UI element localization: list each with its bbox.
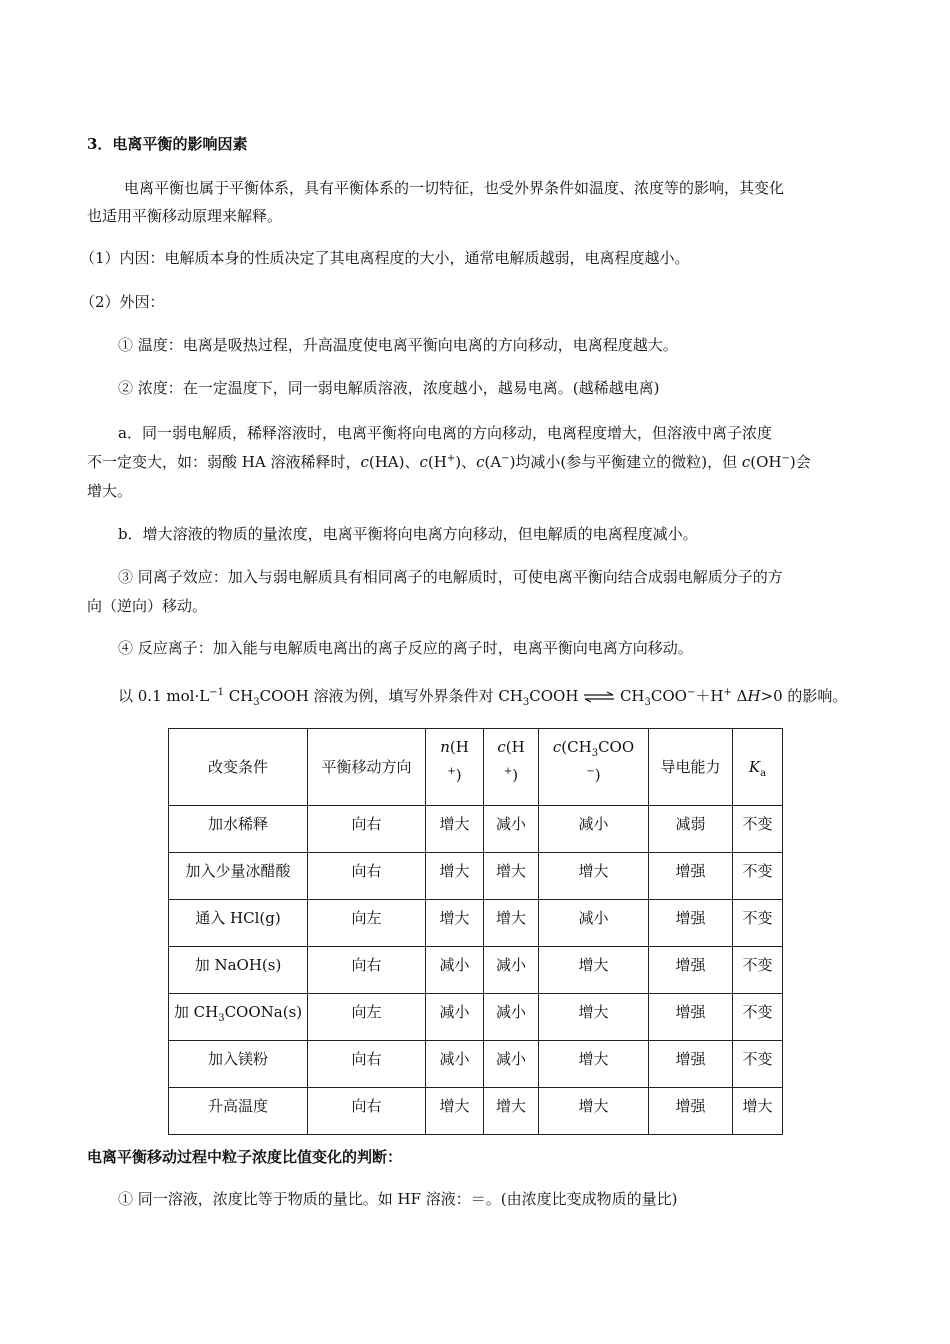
item-a-line3: 增大。 bbox=[87, 482, 133, 500]
cell-direction: 向左 bbox=[308, 900, 426, 947]
concentration-item: ② 浓度：在一定温度下，同一弱电解质溶液，浓度越小，越易电离。(越稀越电离) bbox=[118, 379, 660, 397]
cell-cAcetate: 减小 bbox=[539, 900, 649, 947]
intro-paragraph-line1: 电离平衡也属于平衡体系，具有平衡体系的一切特征，也受外界条件如温度、浓度等的影响，其变化 bbox=[124, 179, 785, 197]
cell-condition: 加入镁粉 bbox=[169, 1041, 308, 1088]
table-row bbox=[169, 1088, 783, 1135]
cell-condition: 加 NaOH(s) bbox=[169, 947, 308, 994]
cell-nH: 减小 bbox=[426, 994, 484, 1041]
cell-Ka: 不变 bbox=[733, 994, 783, 1041]
cell-conductivity: 增强 bbox=[649, 994, 733, 1041]
table-row bbox=[169, 806, 783, 853]
header-Ka: $K_a$ bbox=[733, 729, 783, 806]
cell-direction: 向右 bbox=[308, 806, 426, 853]
header-cH: c(H +) bbox=[484, 729, 539, 806]
external-cause: （2）外因： bbox=[80, 293, 165, 311]
table-header-row bbox=[169, 729, 783, 806]
cell-conductivity: 减弱 bbox=[649, 806, 733, 853]
cell-cAcetate: 减小 bbox=[539, 806, 649, 853]
item-b: b．增大溶液的物质的量浓度，电离平衡将向电离方向移动，但电解质的电离程度减小。 bbox=[118, 525, 698, 543]
cell-cAcetate: 增大 bbox=[539, 853, 649, 900]
table-row bbox=[169, 947, 783, 994]
cell-condition: 加水稀释 bbox=[169, 806, 308, 853]
equilibrium-arrow-icon bbox=[583, 691, 615, 703]
cell-cH: 减小 bbox=[484, 947, 539, 994]
cell-nH: 增大 bbox=[426, 1088, 484, 1135]
cell-nH: 增大 bbox=[426, 806, 484, 853]
cell-conductivity: 增强 bbox=[649, 1088, 733, 1135]
cell-conductivity: 增强 bbox=[649, 900, 733, 947]
cell-cAcetate: 增大 bbox=[539, 947, 649, 994]
common-ion-line2: 向（逆向）移动。 bbox=[87, 597, 208, 615]
cell-Ka: 增大 bbox=[733, 1088, 783, 1135]
table-row bbox=[169, 853, 783, 900]
cell-direction: 向右 bbox=[308, 1041, 426, 1088]
cell-cH: 减小 bbox=[484, 1041, 539, 1088]
cell-cH: 增大 bbox=[484, 900, 539, 947]
cell-condition: 通入 HCl(g) bbox=[169, 900, 308, 947]
cell-Ka: 不变 bbox=[733, 806, 783, 853]
common-ion-line1: ③ 同离子效应：加入与弱电解质具有相同离子的电解质时，可使电离平衡向结合成弱电解质分子的方 bbox=[118, 568, 783, 586]
cell-nH: 增大 bbox=[426, 900, 484, 947]
cell-nH: 减小 bbox=[426, 947, 484, 994]
cell-conductivity: 增强 bbox=[649, 947, 733, 994]
cell-cAcetate: 增大 bbox=[539, 1088, 649, 1135]
intro-paragraph-line2: 也适用平衡移动原理来解释。 bbox=[87, 207, 283, 225]
cell-conductivity: 增强 bbox=[649, 853, 733, 900]
cell-cH: 增大 bbox=[484, 853, 539, 900]
cell-direction: 向右 bbox=[308, 947, 426, 994]
header-cAcetate: $c(CH_3COO$ −) bbox=[539, 729, 649, 806]
cell-Ka: 不变 bbox=[733, 1041, 783, 1088]
reacting-ion-item: ④ 反应离子：加入能与电解质电离出的离子反应的离子时，电离平衡向电离方向移动。 bbox=[118, 639, 693, 657]
cell-condition: 升高温度 bbox=[169, 1088, 308, 1135]
cell-condition: 加 $CH_3COONa(s)$ bbox=[169, 994, 308, 1041]
cell-cH: 减小 bbox=[484, 994, 539, 1041]
cell-cH: 减小 bbox=[484, 806, 539, 853]
cell-cAcetate: 增大 bbox=[539, 1041, 649, 1088]
cell-nH: 增大 bbox=[426, 853, 484, 900]
cell-nH: 减小 bbox=[426, 1041, 484, 1088]
internal-cause: （1）内因：电解质本身的性质决定了其电离程度的大小，通常电解质越弱，电离程度越小。 bbox=[80, 249, 690, 267]
cell-Ka: 不变 bbox=[733, 900, 783, 947]
cell-cAcetate: 增大 bbox=[539, 994, 649, 1041]
item-a-line2: 不一定变大，如：弱酸 HA 溶液稀释时，c(HA)、c(H+)、c(A−)均减小(参与平衡建立的微粒)，但 c(OH−)会 bbox=[87, 453, 811, 471]
table-row bbox=[169, 994, 783, 1041]
equilibrium-effect-table bbox=[168, 728, 783, 1135]
header-direction: 平衡移动方向 bbox=[308, 729, 426, 806]
header-condition: 改变条件 bbox=[169, 729, 308, 806]
cell-direction: 向左 bbox=[308, 994, 426, 1041]
ratio-item-1: ① 同一溶液，浓度比等于物质的量比。如 HF 溶液：＝。(由浓度比变成物质的量比) bbox=[118, 1190, 678, 1208]
cell-Ka: 不变 bbox=[733, 947, 783, 994]
temperature-item: ① 温度：电离是吸热过程，升高温度使电离平衡向电离的方向移动，电离程度越大。 bbox=[118, 336, 678, 354]
ratio-section-title: 电离平衡移动过程中粒子浓度比值变化的判断： bbox=[87, 1148, 403, 1166]
cell-Ka: 不变 bbox=[733, 853, 783, 900]
table-row bbox=[169, 1041, 783, 1088]
header-conductivity: 导电能力 bbox=[649, 729, 733, 806]
cell-condition: 加入少量冰醋酸 bbox=[169, 853, 308, 900]
section-title: 3．电离平衡的影响因素 bbox=[87, 135, 248, 153]
header-nH: n(H +) bbox=[426, 729, 484, 806]
cell-direction: 向右 bbox=[308, 1088, 426, 1135]
table-row bbox=[169, 900, 783, 947]
cell-cH: 增大 bbox=[484, 1088, 539, 1135]
cell-conductivity: 增强 bbox=[649, 1041, 733, 1088]
item-a-line1: a．同一弱电解质，稀释溶液时，电离平衡将向电离的方向移动，电离程度增大，但溶液中离子浓度 bbox=[118, 424, 772, 442]
example-sentence: 以 0.1 $mol\cdot L^{-1}$ $CH_3COOH$ 溶液为例，填写外界条件对 $CH_3COOH$ $CH_3COO^-+H^+$ ΔH>0 的影响。 bbox=[118, 687, 848, 708]
cell-direction: 向右 bbox=[308, 853, 426, 900]
